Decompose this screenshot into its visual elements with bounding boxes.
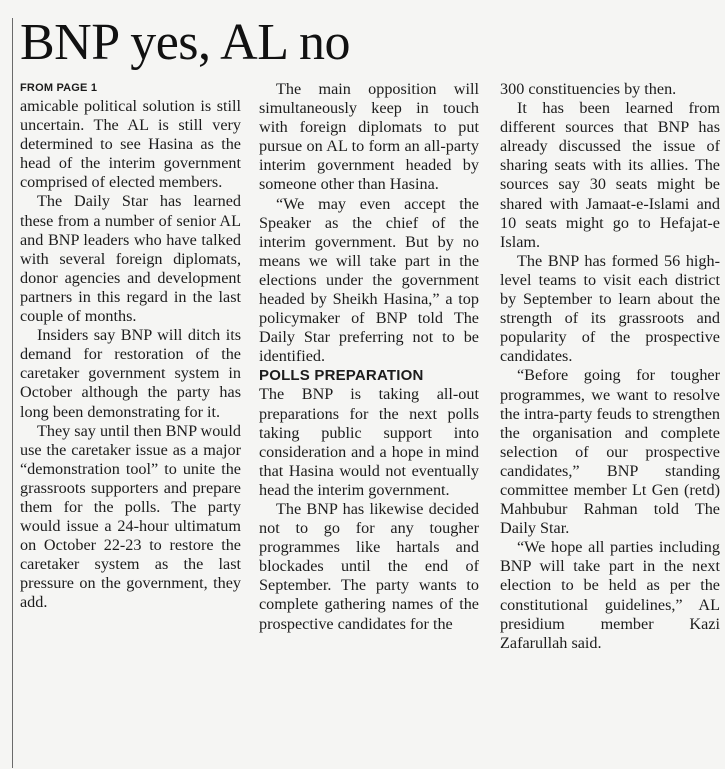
paragraph: The Daily Star has learned these from a number of senior AL and BNP leaders who have talked with several foreign diplomats, donor agencies and development partners in this regard in the last couple of months. xyxy=(20,192,241,326)
paragraph: They say until then BNP would use the caretaker issue as a major “demonstration tool” to unite the grassroots supporters and prepare them for the polls. The party would issue a 24-hour ultimatum on October 22-23 to restore the caretaker system as the last pressure on the government, they add. xyxy=(20,421,241,612)
paragraph: “We hope all parties including BNP will take part in the next election to be held as per the constitutional guidelines,” AL presidium member Kazi Zafarullah said. xyxy=(500,538,720,652)
paragraph: The BNP has formed 56 high-level teams to visit each district by September to learn about the strength of its grassroots and popularity of the prospective candidates. xyxy=(500,251,720,366)
paragraph: amicable political solution is still uncertain. The AL is still very determined to see Hasina as the head of the interim government comprised of elected members. xyxy=(20,97,241,192)
column-rule xyxy=(12,18,13,768)
paragraph: Insiders say BNP will ditch its demand for restoration of the caretaker government system in October although the party has long been demonstrating for it. xyxy=(20,326,241,421)
paragraph: The BNP is taking all-out preparations for the next polls taking public support into consideration and a hope in mind that Hasina would not eventually head the interim government. xyxy=(259,385,479,499)
article-column-2 xyxy=(259,80,479,634)
headline: BNP yes, AL no xyxy=(20,14,351,71)
article-column-3 xyxy=(500,80,720,653)
article-column-1 xyxy=(20,82,241,613)
paragraph: It has been learned from different sources that BNP has already discussed the issue of sharing seats with its allies. The sources say 30 seats might be shared with Jamaat-e-Islami and 10 seats might go to Hefajat-e Islam. xyxy=(500,99,720,251)
paragraph: “We may even accept the Speaker as the chief of the interim government. But by no means we will take part in the elections under the government headed by Sheikh Hasina,” a top policymaker of BNP told The Daily Star preferring not to be identified. xyxy=(259,194,479,366)
paragraph: 300 constituencies by then. xyxy=(500,80,677,98)
paragraph: The BNP has likewise decided not to go for any tougher programmes like hartals and blockades until the end of September. The party wants to complete gathering names of the prospective candidates for the xyxy=(259,499,479,633)
jump-kicker: FROM PAGE 1 xyxy=(20,82,98,94)
subhead: POLLS PREPARATION xyxy=(259,367,424,385)
paragraph: “Before going for tougher programmes, we want to resolve the intra-party feuds to strengthen the organisation and complete selection of our prospective candidates,” BNP standing committee member Lt Gen (retd) Mahbubur Rahman told The Daily Star. xyxy=(500,366,720,538)
paragraph: The main opposition will simultaneously keep in touch with foreign diplomats to put pursue on AL to form an all-party interim government headed by someone other than Hasina. xyxy=(259,80,479,194)
